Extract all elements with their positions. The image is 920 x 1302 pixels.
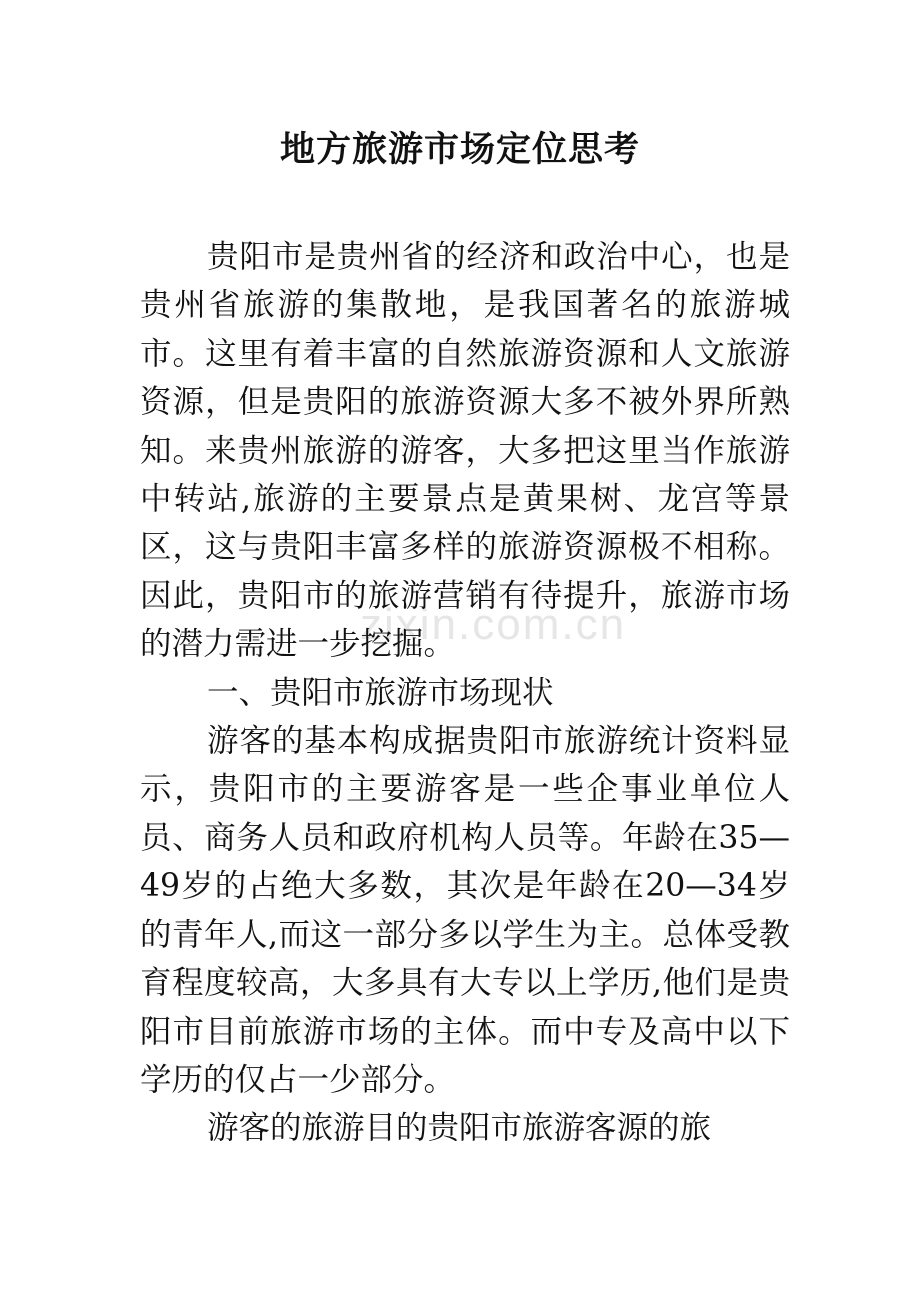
paragraph-intro: 贵阳市是贵州省的经济和政治中心，也是贵州省旅游的集散地，是我国著名的旅游城市。这里有着丰富的自然旅游资源和人文旅游资源，但是贵阳的旅游资源大多不被外界所熟知。来贵州旅游的游客，大多把这里当作旅游中转站,旅游的主要景点是黄果树、龙宫等景区，这与贵阳丰富多样的旅游资源极不相称。因此，贵阳市的旅游营销有待提升，旅游市场的潜力需进一步挖掘。 <box>140 239 790 663</box>
paragraph-tourist-purpose: 游客的旅游目的贵阳市旅游客源的旅 <box>207 1110 712 1147</box>
section-heading: 一、贵阳市旅游市场现状 <box>207 674 554 711</box>
paragraph-tourist-composition: 游客的基本构成据贵阳市旅游统计资料显示，贵阳市的主要游客是一些企事业单位人员、商务人员和政府机构人员等。年龄在35—49岁的占绝大多数，其次是年龄在20—34岁的青年人,而这一部分多以学生为主。总体受教育程度较高，大多具有大专以上学历,他们是贵阳市目前旅游市场的主体。而中专及高中以下学历的仅占一少部分。 <box>140 723 790 1098</box>
watermark-text: zixin.com.cn <box>360 600 627 649</box>
document-body <box>140 233 790 1153</box>
document-title: 地方旅游市场定位思考 <box>279 129 640 170</box>
